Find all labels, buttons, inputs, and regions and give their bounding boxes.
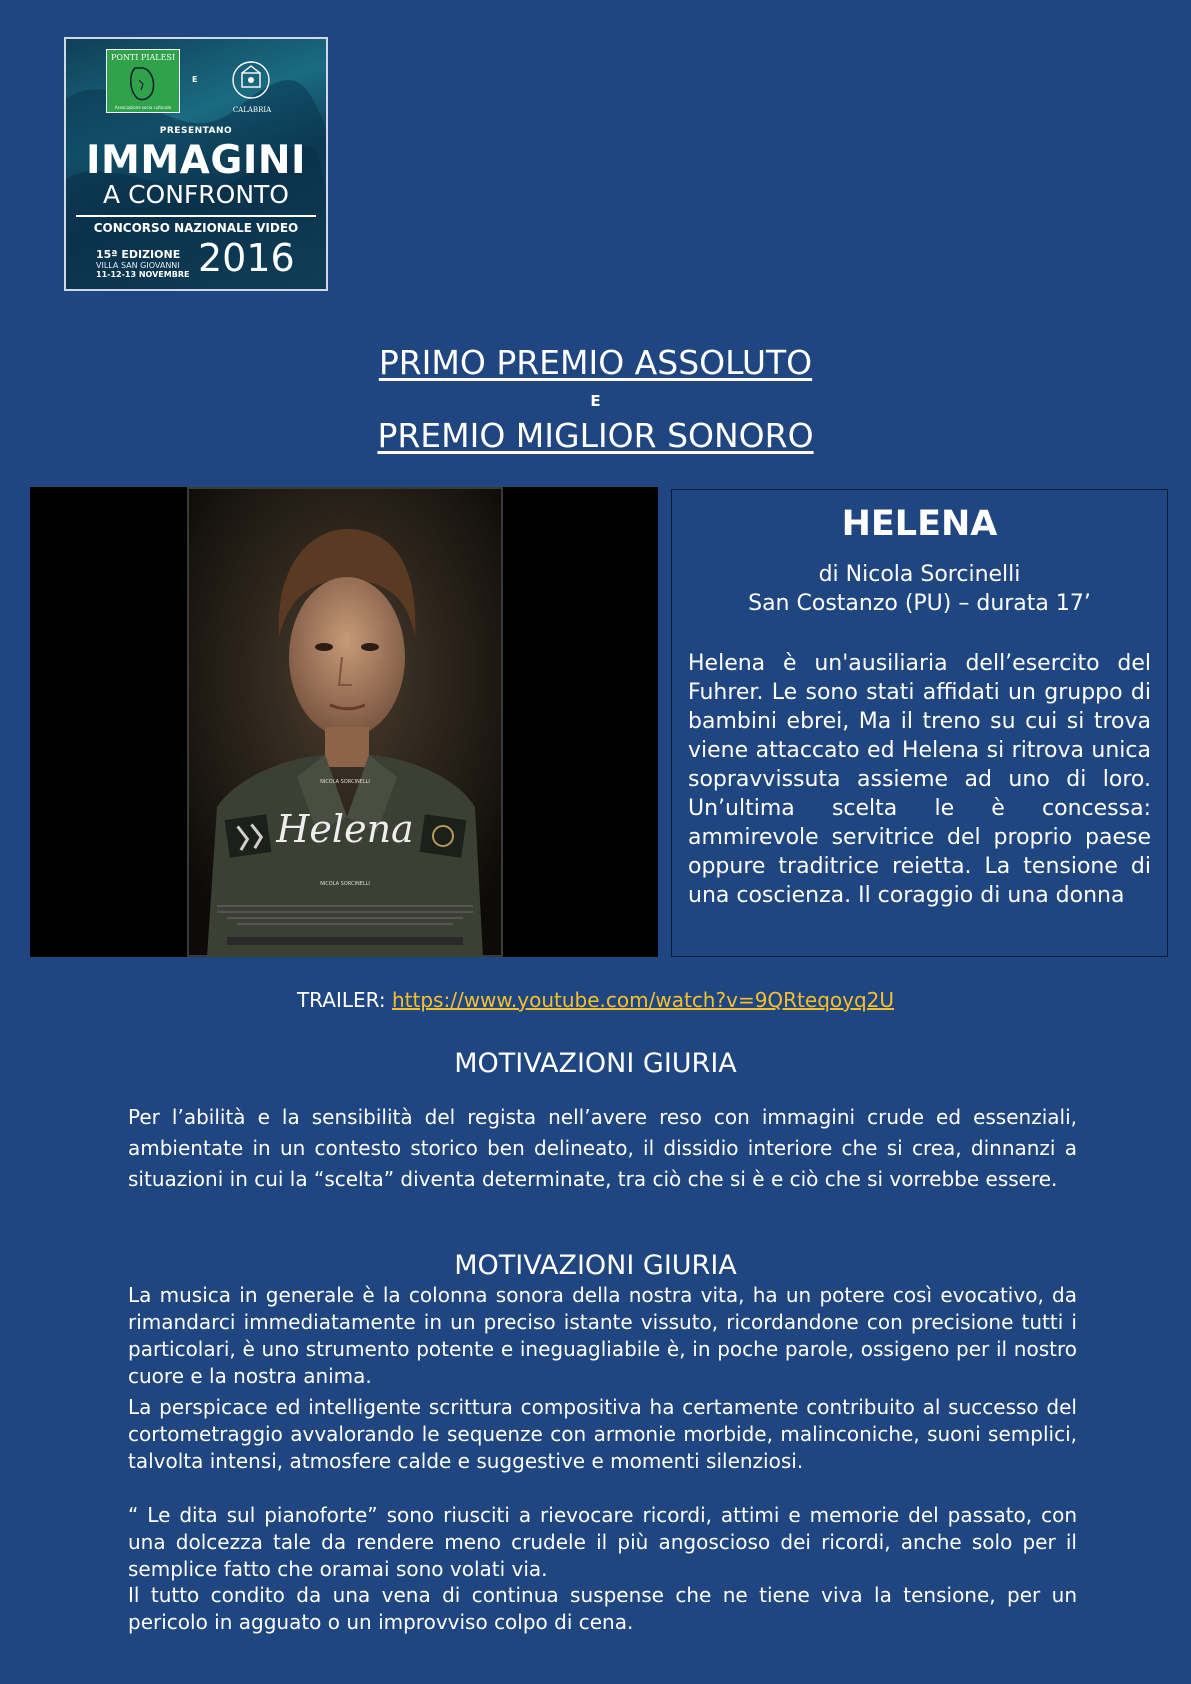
award-connector: E [590,392,601,410]
festival-logo [64,37,328,291]
film-info-box [671,489,1168,957]
jury-motivation-title-1: MOTIVAZIONI GIURIA [454,1048,737,1079]
film-details: San Costanzo (PU) – durata 17’ [748,591,1091,616]
film-director: di Nicola Sorcinelli [818,562,1021,587]
trailer-link[interactable]: https://www.youtube.com/watch?v=9QRteqoyq2U [392,988,895,1012]
face-sketch-icon [107,50,179,112]
jury-motivation-paragraph: La perspicace ed intelligente scrittura compositiva ha certamente contribuito al successo del cortometraggio avvalorando le sequenze con armonie morbide, malinconiche, suoni semplici, talvolta intensi, atmosfere calde e suggestive e momenti silenziosi. [128,1395,1077,1473]
jury-motivation-title-2: MOTIVAZIONI GIURIA [454,1250,737,1281]
logo-title-immagini: IMMAGINI [86,138,306,183]
logo-subtitle: CONCORSO NAZIONALE VIDEO [93,221,299,235]
poster-credit-top: NICOLA SORCINELLI [320,779,370,785]
jury-motivation-text-1: Per l’abilità e la sensibilità del regista nell’avere reso con immagini crude ed essenziali, ambientate in un contesto storico ben delineato, il dissidio interiore che si crea, dinnanzi a situazioni in cui la “scelta” diventa determinate, tra ciò che si è e ciò che si vorrebbe essere. [128,1105,1077,1191]
logo-year: 2016 [198,236,295,280]
logo-divider [76,215,316,217]
logo-and: E [192,75,198,84]
film-title: HELENA [841,504,998,544]
logo-edition: 15ª EDIZIONE [96,248,181,261]
poster-image [187,487,503,957]
poster-credit-bottom: NICOLA SORCINELLI [320,881,370,887]
trailer-label: TRAILER: [296,988,386,1012]
poster-signature: Helena [276,807,414,851]
jury-motivation-paragraph: Il tutto condito da una vena di continua suspense che ne tiene viva la tensione, per un pericolo in agguato o un improvviso colpo di cena. [128,1583,1077,1634]
jury-motivation-paragraph: “ Le dita sul pianoforte” sono riusciti a rievocare ricordi, attimi e memorie del passato, con una dolcezza tale da rendere meno crudele il più angoscioso dei ricordi, anche solo per il semplice fatto che oramai sono volati via. [128,1503,1077,1581]
jury-motivation-paragraph: La musica in generale è la colonna sonora della nostra vita, ha un potere così evocativo, da rimandarci immediatamente in un preciso istante vissuto, ricordandone con precisione tutti i particolari, è uno strumento potente e ineguagliabile è, in poche parole, ossigeno per il nostro cuore e la nostra anima. [128,1283,1077,1388]
logo-dates: 11-12-13 NOVEMBRE [96,270,190,279]
film-synopsis: Helena è un'ausiliaria dell’esercito del Fuhrer. Le sono stati affidati un gruppo di bambini ebrei, Ma il treno su cui si trova viene attaccato ed Helena si ritrova unica sopravvissuta assieme ad uno di loro. Un’ultima scelta le è concessa: ammirevole servitrice del proprio paese oppure traditrice reietta. La tensione di una coscienza. Il coraggio di una donna [688,651,1151,908]
org2-name: CALABRIA [232,106,272,114]
org1-name: PONTI PIALESI [110,53,176,62]
film-poster [30,487,658,957]
award-title-1: PRIMO PREMIO ASSOLUTO [378,343,813,382]
ponti-pialesi-logo [106,49,180,113]
logo-title-confronto: A CONFRONTO [103,180,289,209]
logo-presents: PRESENTANO [159,126,233,136]
trailer-line [0,988,1191,1012]
org1-subtitle: Associazione socio culturale [114,105,172,110]
federalberghi-seal-icon [226,53,276,103]
award-title-2: PREMIO MIGLIOR SONORO [377,416,814,455]
logo-place: VILLA SAN GIOVANNI [96,261,180,270]
